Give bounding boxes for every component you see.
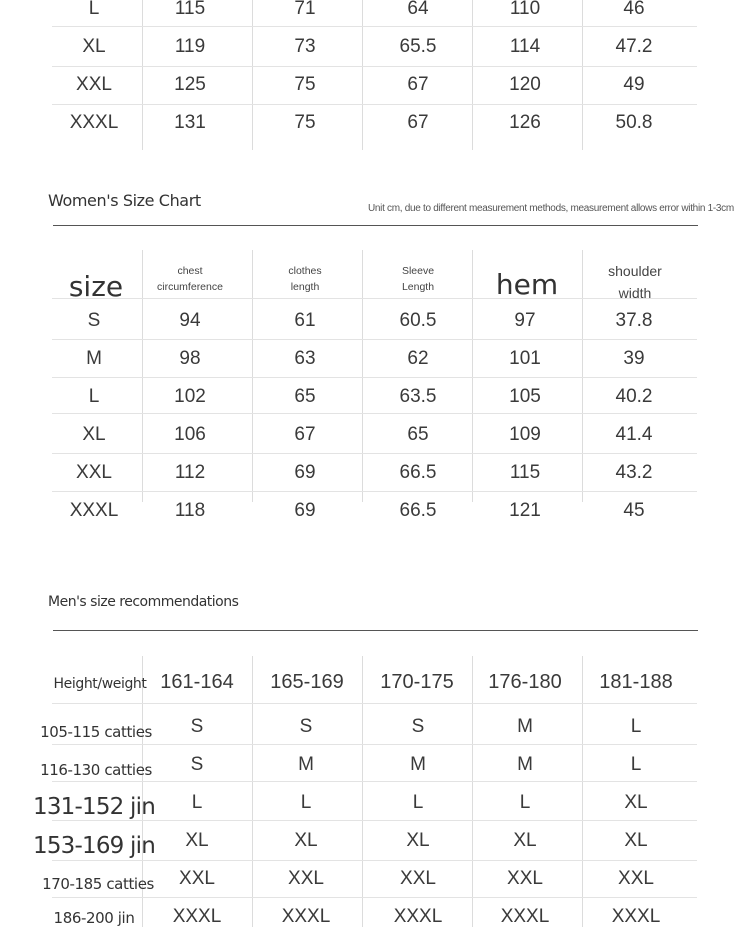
- table-cell: 75: [294, 74, 316, 95]
- table-cell: 47.2: [615, 36, 653, 57]
- table-cell: 121: [509, 500, 541, 521]
- table-cell: XL: [185, 830, 209, 851]
- table-cell: M: [298, 754, 314, 775]
- weight-label: 153-169 jin: [33, 833, 155, 859]
- table-cell: 120: [509, 74, 541, 95]
- table-cell: XXXL: [172, 906, 222, 927]
- table-cell: 63: [294, 348, 316, 369]
- table-cell: 40.2: [615, 386, 653, 407]
- table-cell: S: [190, 716, 204, 737]
- table-cell: XXL: [76, 462, 112, 483]
- table-cell: 97: [514, 310, 536, 331]
- table-cell: M: [517, 754, 533, 775]
- table-cell: XL: [294, 830, 318, 851]
- divider: [53, 225, 698, 226]
- header-height-range: 170-175: [380, 670, 454, 693]
- table-cell: 63.5: [399, 386, 437, 407]
- weight-label: 105-115 catties: [40, 723, 152, 741]
- table-cell: XXXL: [69, 500, 119, 521]
- table-cell: 45: [623, 500, 645, 521]
- table-cell: XL: [624, 830, 648, 851]
- table-cell: 67: [294, 424, 316, 445]
- header-height-range: 181-188: [599, 670, 673, 693]
- table-cell: 115: [174, 0, 206, 19]
- weight-label: 131-152 jin: [33, 794, 155, 820]
- table-cell: L: [630, 754, 642, 775]
- weight-label: 170-185 catties: [42, 875, 154, 893]
- table-cell: L: [191, 792, 203, 813]
- table-cell: XXL: [400, 868, 436, 889]
- weight-label: 116-130 catties: [40, 761, 152, 779]
- table-cell: 69: [294, 500, 316, 521]
- table-cell: 65: [294, 386, 316, 407]
- table-cell: 65: [407, 424, 429, 445]
- table-cell: L: [300, 792, 312, 813]
- table-cell: XL: [624, 792, 648, 813]
- table-cell: XXL: [618, 868, 654, 889]
- table-cell: M: [410, 754, 426, 775]
- weight-label: 186-200 jin: [53, 909, 135, 927]
- table-cell: XXXL: [281, 906, 331, 927]
- table-cell: XXL: [179, 868, 215, 889]
- womens-chart-title: Women's Size Chart: [48, 191, 201, 210]
- header-hem: hem: [495, 267, 559, 301]
- table-cell: 39: [623, 348, 645, 369]
- table-cell: 60.5: [399, 310, 437, 331]
- table-cell: XXXL: [611, 906, 661, 927]
- table-cell: L: [412, 792, 424, 813]
- mens-recommendations-title: Men's size recommendations: [48, 594, 239, 610]
- table-cell: 43.2: [615, 462, 653, 483]
- table-cell: M: [517, 716, 533, 737]
- table-cell: 75: [294, 112, 316, 133]
- divider: [53, 630, 698, 631]
- table-cell: 50.8: [615, 112, 653, 133]
- table-cell: XXL: [288, 868, 324, 889]
- table-cell: L: [88, 0, 100, 19]
- header-height-range: 165-169: [270, 670, 344, 693]
- table-cell: 101: [509, 348, 541, 369]
- table-cell: 118: [174, 500, 206, 521]
- table-cell: S: [299, 716, 313, 737]
- table-cell: L: [519, 792, 531, 813]
- table-cell: 109: [509, 424, 541, 445]
- header-chest: chest circumference: [157, 265, 223, 293]
- table-cell: 106: [174, 424, 206, 445]
- table-cell: 67: [407, 74, 429, 95]
- header-size: size: [68, 269, 124, 303]
- table-cell: XL: [513, 830, 537, 851]
- table-cell: S: [411, 716, 425, 737]
- table-cell: S: [87, 310, 101, 331]
- table-cell: 64: [407, 0, 429, 19]
- table-cell: 41.4: [615, 424, 653, 445]
- table-cell: L: [88, 386, 100, 407]
- header-height-range: 161-164: [160, 670, 234, 693]
- table-cell: L: [630, 716, 642, 737]
- table-cell: 62: [407, 348, 429, 369]
- table-cell: 61: [294, 310, 316, 331]
- header-shoulder-width: shoulder width: [608, 263, 662, 301]
- table-cell: 98: [179, 348, 201, 369]
- header-height-weight: Height/weight: [53, 676, 147, 692]
- table-cell: 119: [174, 36, 206, 57]
- table-cell: 131: [174, 112, 206, 133]
- table-cell: 110: [509, 0, 541, 19]
- header-sleeve-length: Sleeve Length: [401, 265, 435, 293]
- measurement-note: Unit cm, due to different measurement methods, measurement allows error within 1-3cm: [368, 203, 734, 214]
- table-cell: S: [190, 754, 204, 775]
- table-cell: 73: [294, 36, 316, 57]
- table-cell: XXXL: [393, 906, 443, 927]
- table-cell: 112: [174, 462, 206, 483]
- table-cell: M: [86, 348, 102, 369]
- table-cell: 49: [623, 74, 645, 95]
- table-cell: 94: [179, 310, 201, 331]
- table-cell: XXL: [76, 74, 112, 95]
- header-clothes-length: clothes length: [288, 265, 322, 293]
- table-cell: 71: [294, 0, 316, 19]
- table-cell: XL: [406, 830, 430, 851]
- table-cell: XL: [82, 424, 106, 445]
- table-cell: XXL: [507, 868, 543, 889]
- table-cell: 66.5: [399, 462, 437, 483]
- table-cell: 46: [623, 0, 645, 19]
- table-cell: XXXL: [500, 906, 550, 927]
- table-cell: 126: [509, 112, 541, 133]
- table-cell: 105: [509, 386, 541, 407]
- table-cell: 102: [174, 386, 206, 407]
- table-cell: XXXL: [69, 112, 119, 133]
- table-cell: 69: [294, 462, 316, 483]
- table-cell: 65.5: [399, 36, 437, 57]
- header-height-range: 176-180: [488, 670, 562, 693]
- table-cell: 115: [509, 462, 541, 483]
- table-cell: 66.5: [399, 500, 437, 521]
- table-cell: 114: [509, 36, 541, 57]
- table-cell: XL: [82, 36, 106, 57]
- table-cell: 37.8: [615, 310, 653, 331]
- table-cell: 67: [407, 112, 429, 133]
- table-cell: 125: [174, 74, 206, 95]
